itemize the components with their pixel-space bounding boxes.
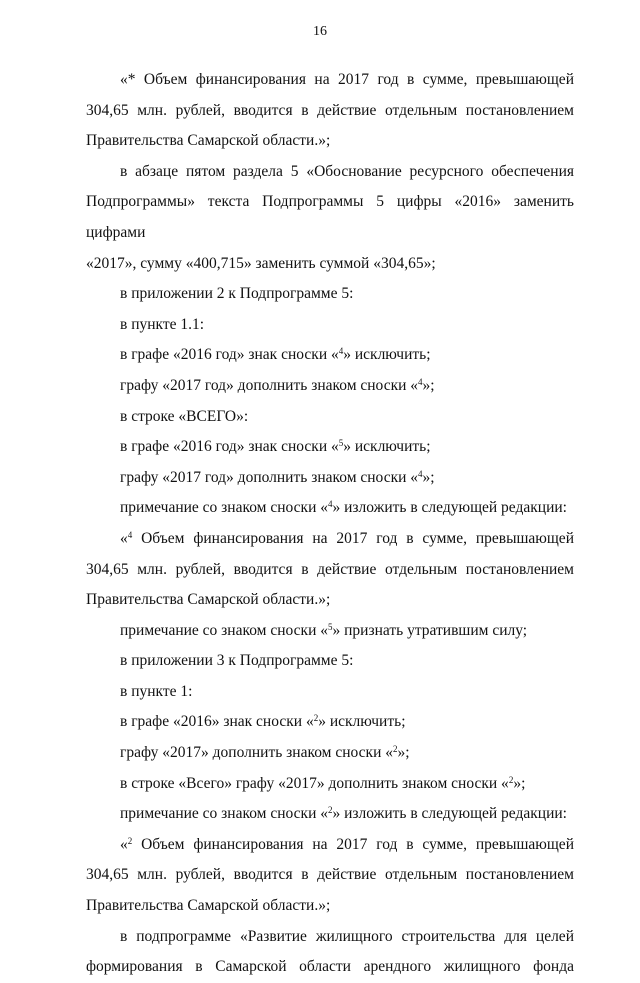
paragraph-line: графу «2017 год» дополнить знаком сноски «$^4$»;: [120, 468, 435, 486]
paragraph-line: в графе «2016 год» знак сноски «$^5$» исключить;: [120, 438, 431, 456]
footnote-mark: 4: [418, 376, 423, 387]
footnote-text-line: «* Объем финансирования на 2017 год в сумме, превышающей: [120, 71, 574, 88]
footnote-mark: 5: [328, 621, 333, 632]
footnote-mark: 2: [508, 774, 514, 785]
footnote-mark: 5: [338, 438, 344, 449]
footnote-mark: 4: [418, 468, 423, 479]
footnote-mark: 4: [127, 529, 133, 540]
paragraph-line: в графе «2016» знак сноски «$^2$» исключить;: [120, 713, 406, 731]
page-number: 16: [313, 24, 327, 39]
footnote-text-line: «$^4$ Объем финансирования на 2017 год в сумме, превышающей: [120, 529, 574, 547]
paragraph-line: в графе «2016 год» знак сноски «$^4$» исключить;: [120, 346, 431, 364]
paragraph-line: примечание со знаком сноски «$^4$» изложить в следующей редакции:: [120, 499, 567, 517]
footnote-text-line: Правительства Самарской области.»;: [86, 897, 331, 915]
paragraph-line: в приложении 3 к Подпрограмме 5:: [120, 652, 354, 670]
document-body: [86, 65, 574, 983]
footnote-mark: 2: [313, 713, 319, 724]
footnote-text-line: Правительства Самарской области.»;: [86, 591, 331, 609]
footnote-text-line: 304,65 млн. рублей, вводится в действие отдельным постановлением: [86, 101, 574, 119]
paragraph-line: графу «2017» дополнить знаком сноски «$^2$»;: [120, 744, 410, 762]
paragraph-line: «2017», сумму «400,715» заменить суммой «304,65»;: [86, 254, 436, 272]
paragraph-line: формирования в Самарской области арендного жилищного фонда: [86, 958, 574, 976]
paragraph-line: Подпрограммы» текста Подпрограммы 5 цифры «2016» заменить цифрами: [86, 193, 574, 241]
paragraph-line: примечание со знаком сноски «$^2$» изложить в следующей редакции:: [120, 805, 567, 823]
paragraph-line: в пункте 1:: [120, 682, 193, 700]
footnote-mark: 2: [328, 805, 333, 816]
footnote-mark: 4: [338, 346, 344, 357]
paragraph-line: в строке «Всего» графу «2017» дополнить знаком сноски «$^2$»;: [120, 774, 526, 792]
footnote-text-line: Правительства Самарской области.»;: [86, 132, 331, 150]
footnote-mark: 2: [392, 744, 398, 755]
footnote-text-line: 304,65 млн. рублей, вводится в действие отдельным постановлением: [86, 560, 574, 578]
paragraph-line: примечание со знаком сноски «$^5$» признать утратившим силу;: [120, 621, 528, 639]
paragraph-line: графу «2017 год» дополнить знаком сноски «$^4$»;: [120, 376, 435, 394]
paragraph-line: в абзаце пятом раздела 5 «Обоснование ресурсного обеспечения: [120, 162, 574, 180]
paragraph-line: в подпрограмме «Развитие жилищного строительства для целей: [120, 927, 574, 945]
paragraph-line: в пункте 1.1:: [120, 315, 205, 333]
paragraph-line: в строке «ВСЕГО»:: [120, 407, 249, 425]
footnote-text-line: 304,65 млн. рублей, вводится в действие отдельным постановлением: [86, 866, 574, 884]
footnote-text-line: «$^2$ Объем финансирования на 2017 год в сумме, превышающей: [120, 835, 574, 853]
footnote-mark: 2: [127, 835, 133, 846]
paragraph-line: в приложении 2 к Подпрограмме 5:: [120, 285, 354, 303]
footnote-mark: 4: [328, 499, 333, 510]
